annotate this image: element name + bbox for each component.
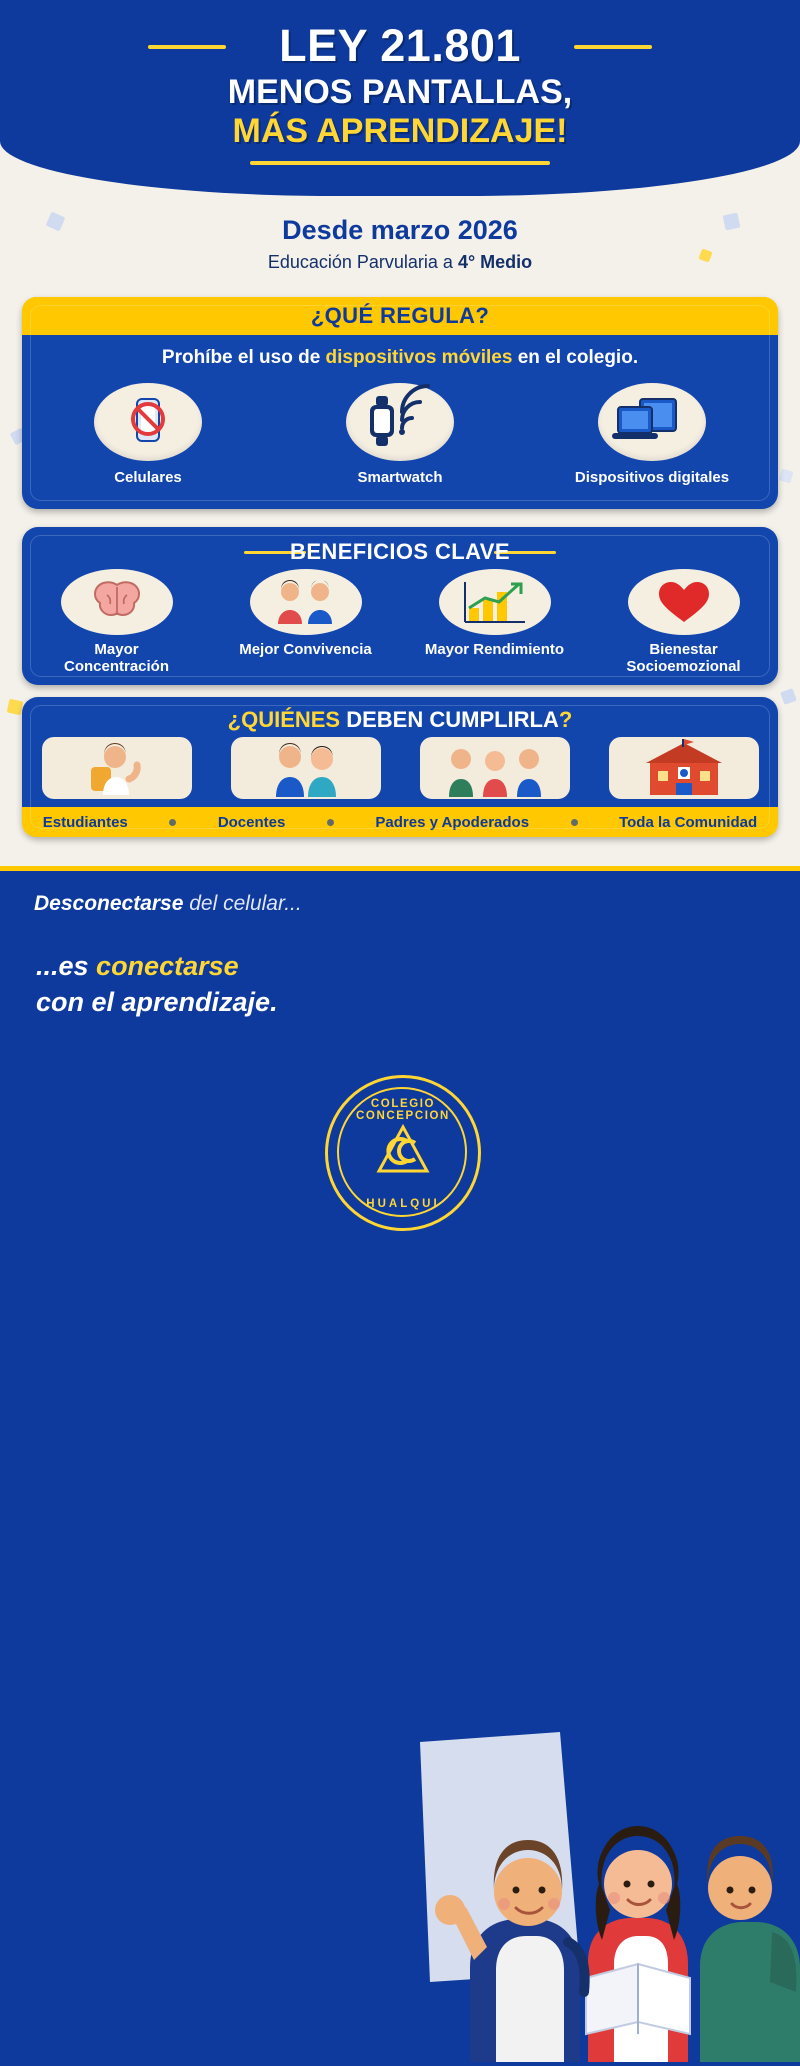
logo-text-bottom: HUALQUI <box>366 1198 440 1210</box>
beneficio-item-concentracion <box>27 569 207 676</box>
parents-icon <box>420 737 570 799</box>
logo-monogram-icon <box>375 1123 431 1175</box>
poster-title-line3: MÁS APRENDIZAJE! <box>232 112 568 151</box>
regula-statement-highlight: dispositivos móviles <box>325 347 513 368</box>
beneficio-item-bienestar <box>594 569 774 676</box>
footer-quote-first-soft: del celular... <box>183 892 302 915</box>
beneficios-title: BENEFICIOS CLAVE <box>290 539 510 564</box>
laptop-tablet-icon <box>598 383 706 461</box>
regula-statement-pre: Prohíbe el uso de <box>161 347 326 368</box>
beneficio-label-1: Mejor Convivencia <box>239 641 372 658</box>
quienes-label-2: Padres y Apoderados <box>375 813 530 831</box>
beneficio-label-0-line1: Mayor <box>94 641 139 658</box>
school-logo <box>325 1075 481 1231</box>
beneficio-label-0 <box>27 641 207 676</box>
quienes-item-docentes <box>216 737 396 799</box>
quienes-title <box>22 707 778 733</box>
section-que-regula <box>22 297 778 509</box>
quienes-label-strip <box>22 807 778 837</box>
beneficio-label-3-line2: Socioemozional <box>626 658 741 676</box>
confetti-shape <box>780 688 797 705</box>
growth-chart-icon <box>439 569 551 635</box>
quienes-separator-dot <box>571 819 578 826</box>
quienes-separator-dot <box>169 819 176 826</box>
heart-icon <box>628 569 740 635</box>
quienes-item-estudiantes <box>27 737 207 799</box>
phone-prohibited-icon <box>94 383 202 461</box>
quienes-label-1: Docentes <box>217 813 286 831</box>
quienes-item-padres <box>405 737 585 799</box>
regula-statement <box>22 347 778 369</box>
smartwatch-wifi-icon <box>346 383 454 461</box>
quienes-item-comunidad <box>594 737 774 799</box>
footer-top-rule <box>0 866 800 871</box>
quienes-row <box>22 737 778 799</box>
footer-quote-second-a: ...es <box>36 951 97 981</box>
section-quienes <box>22 697 778 837</box>
school-building-icon <box>609 737 759 799</box>
poster-title-law: LEY 21.801 <box>279 20 521 71</box>
footer-quote-second <box>36 948 278 1021</box>
footer-quote-first-strong: Desconectarse <box>34 892 184 915</box>
start-date-text: Desde marzo 2026 <box>282 215 518 245</box>
subtitle-block <box>0 215 800 273</box>
regula-label-2: Dispositivos digitales <box>574 469 730 486</box>
scope-text <box>0 252 800 273</box>
title-underline <box>250 161 550 165</box>
quienes-label-3: Toda la Comunidad <box>619 813 758 831</box>
band-que-regula-title: ¿QUÉ REGULA? <box>310 303 490 328</box>
regula-label-0: Celulares <box>114 469 182 486</box>
quienes-separator-dot <box>327 819 334 826</box>
section-beneficios <box>22 527 778 685</box>
student-icon <box>42 737 192 799</box>
beneficio-label-2: Mayor Rendimiento <box>424 641 565 658</box>
regula-item-dispositivos <box>552 383 752 486</box>
beneficio-item-convivencia <box>216 569 396 676</box>
beneficio-label-0-line2: Concentración <box>63 658 169 676</box>
teachers-icon <box>231 737 381 799</box>
regula-label-1: Smartwatch <box>357 469 443 486</box>
poster-title-line2: MENOS PANTALLAS, <box>227 73 573 112</box>
regula-icons-row <box>22 383 778 486</box>
footer-quote-second-b: conectarse <box>96 951 239 981</box>
footer-quote-second-line2: con el aprendizaje. <box>36 987 278 1018</box>
poster-header <box>0 0 800 196</box>
confetti-shape <box>779 469 794 484</box>
beneficio-label-3-line1: Bienestar <box>649 641 718 658</box>
scope-prefix: Educación Parvularia a <box>267 252 458 272</box>
students-illustration <box>400 1732 800 2066</box>
regula-item-smartwatch <box>300 383 500 486</box>
band-que-regula <box>22 297 778 335</box>
regula-statement-post: en el colegio. <box>512 347 639 368</box>
beneficio-item-rendimiento <box>405 569 585 676</box>
beneficio-label-3 <box>594 641 774 676</box>
friends-icon <box>250 569 362 635</box>
brain-icon <box>61 569 173 635</box>
logo-text-top: COLEGIO CONCEPCION <box>356 1098 450 1122</box>
quienes-title-mid: DEBEN CUMPLIRLA <box>346 707 559 732</box>
quienes-title-post: ? <box>558 707 573 732</box>
quienes-title-pre: ¿QUIÉNES <box>227 707 347 732</box>
confetti-shape <box>7 699 24 716</box>
beneficios-row <box>22 569 778 676</box>
quienes-label-0: Estudiantes <box>42 813 128 831</box>
regula-item-celulares <box>48 383 248 486</box>
footer-quote-first <box>34 892 302 916</box>
scope-strong: 4° Medio <box>457 252 533 272</box>
